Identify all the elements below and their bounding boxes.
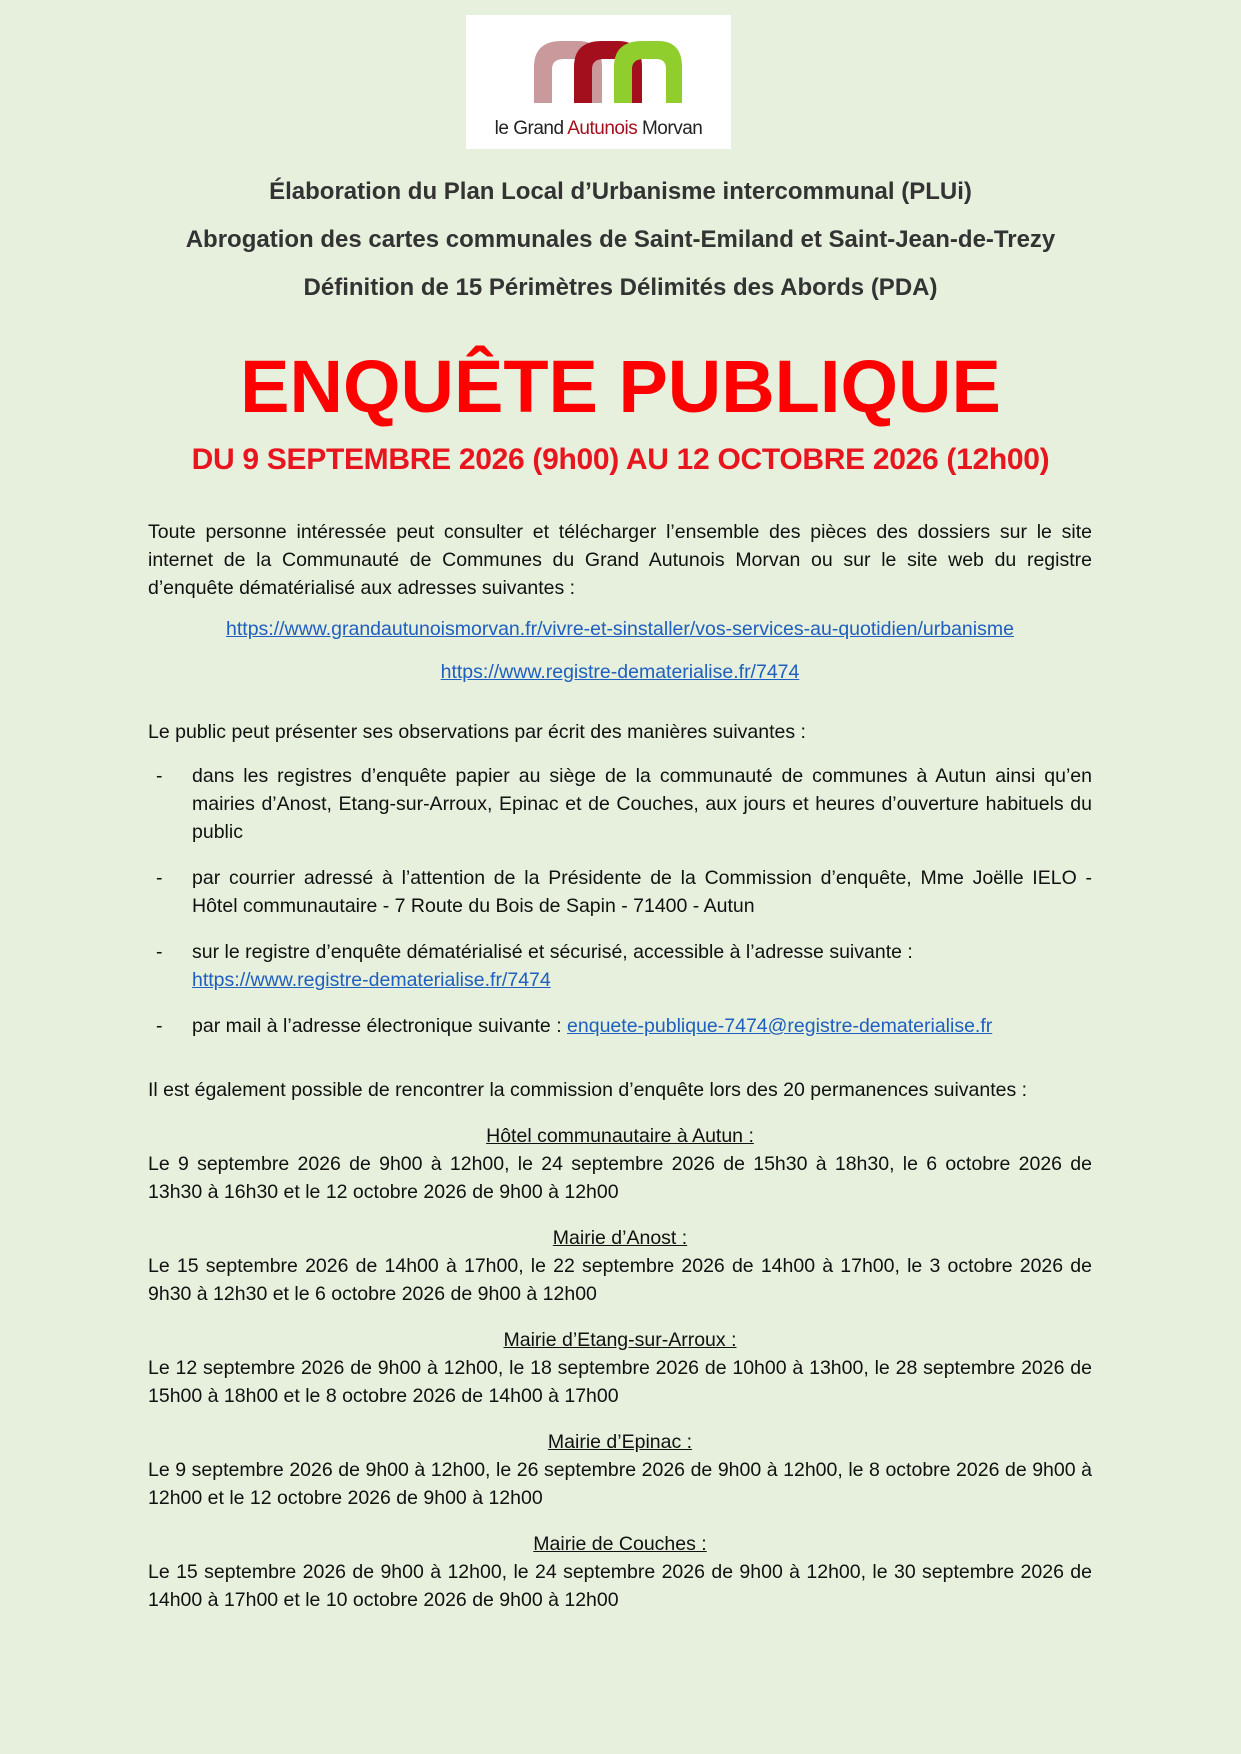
observations-intro: Le public peut présenter ses observations par écrit des manières suivantes : [148, 721, 806, 743]
bullet-dash: - [156, 941, 163, 963]
place-schedule: Le 15 septembre 2026 de 14h00 à 17h00, le 22 septembre 2026 de 14h00 à 17h00, le 3 octobre 2026 de 9h30 à 12h30 et le 6 octobre 2026 de 9h00 à 12h00 [148, 1255, 1092, 1305]
place-title: Hôtel communautaire à Autun : [486, 1125, 754, 1147]
bullet-dash: - [156, 1015, 163, 1037]
bullet-list [148, 762, 1092, 1040]
place-couches [148, 1530, 1092, 1614]
place-schedule: Le 9 septembre 2026 de 9h00 à 12h00, le 26 septembre 2026 de 9h00 à 12h00, le 8 octobre 2026 de 9h00 à 12h00 et le 12 octobre 2026 de 9h00 à 12h00 [148, 1459, 1092, 1509]
link-grand-autunois[interactable]: https://www.grandautunoismorvan.fr/vivre-et-sinstaller/vos-services-au-quotidien/urbanisme [226, 618, 1014, 640]
bullet-online-register: - sur le registre d’enquête dématérialisé et sécurisé, accessible à l’adresse suivante : https://www.registre-dematerialise.fr/7474 [148, 938, 1092, 994]
content [148, 518, 1092, 1614]
logo-arch-green [614, 41, 682, 103]
link-registre-bullet[interactable]: https://www.registre-dematerialise.fr/7474 [192, 969, 551, 991]
place-epinac [148, 1428, 1092, 1512]
subtitle-pda: Définition de 15 Périmètres Délimités des Abords (PDA) [303, 274, 938, 301]
place-autun [148, 1122, 1092, 1206]
place-anost [148, 1224, 1092, 1308]
place-title: Mairie d’Anost : [552, 1227, 688, 1249]
bullet-email: - par mail à l’adresse électronique suivante : enquete-publique-7474@registre-dematerialise.fr [148, 1012, 1092, 1040]
place-schedule: Le 12 septembre 2026 de 9h00 à 12h00, le 18 septembre 2026 de 10h00 à 13h00, le 28 septembre 2026 de 15h00 à 18h00 et le 8 octobre 2026 de 14h00 à 17h00 [148, 1357, 1092, 1407]
email-link[interactable]: enquete-publique-7474@registre-dematerialise.fr [567, 1015, 993, 1037]
place-title: Mairie de Couches : [533, 1533, 707, 1555]
logo-text-accent: Autunois [567, 118, 638, 139]
link-registre[interactable]: https://www.registre-dematerialise.fr/7474 [440, 661, 800, 683]
place-etang [148, 1326, 1092, 1410]
bullet-paper-registers: - dans les registres d’enquête papier au siège de la communauté de communes à Autun ainsi qu’en mairies d’Anost, Etang-sur-Arroux, Epinac et de Couches, aux jours et heures d’ouverture habituels du public [148, 762, 1092, 846]
inquiry-dates: DU 9 SEPTEMBRE 2026 (9h00) AU 12 OCTOBRE 2026 (12h00) [191, 443, 1050, 476]
bullet-mail-post: - par courrier adressé à l’attention de la Présidente de la Commission d’enquête, Mme Joëlle IELO - Hôtel communautaire - 7 Route du Bois de Sapin - 71400 - Autun [148, 864, 1092, 920]
logo [466, 15, 731, 149]
links-block [148, 615, 1092, 701]
subtitle-plui: Élaboration du Plan Local d’Urbanisme intercommunal (PLUi) [269, 178, 972, 205]
main-title: ENQUÊTE PUBLIQUE [240, 345, 1001, 428]
logo-text: le Grand Autunois Morvan [494, 118, 703, 139]
subtitles [0, 175, 1241, 319]
place-schedule: Le 15 septembre 2026 de 9h00 à 12h00, le 24 septembre 2026 de 9h00 à 12h00, le 30 septembre 2026 de 14h00 à 17h00 et le 10 octobre 2026 de 9h00 à 12h00 [148, 1561, 1092, 1611]
subtitle-abrogation: Abrogation des cartes communales de Saint-Emiland et Saint-Jean-de-Trezy [185, 226, 1056, 253]
place-schedule: Le 9 septembre 2026 de 9h00 à 12h00, le 24 septembre 2026 de 15h30 à 18h30, le 6 octobre 2026 de 13h30 à 16h30 et le 12 octobre 2026 de 9h00 à 12h00 [148, 1153, 1092, 1203]
intro-paragraph: Toute personne intéressée peut consulter et télécharger l’ensemble des pièces des dossiers sur le site internet de la Communauté de Communes du Grand Autunois Morvan ou sur le site web du registre d’enquête dématérialisé aux adresses suivantes : [148, 521, 1092, 599]
place-title: Mairie d’Etang-sur-Arroux : [503, 1329, 737, 1351]
place-title: Mairie d’Epinac : [547, 1431, 693, 1453]
permanences-intro: Il est également possible de rencontrer la commission d’enquête lors des 20 permanences suivantes : [148, 1079, 1028, 1101]
bullet-dash: - [156, 765, 163, 787]
bullet-dash: - [156, 867, 163, 889]
